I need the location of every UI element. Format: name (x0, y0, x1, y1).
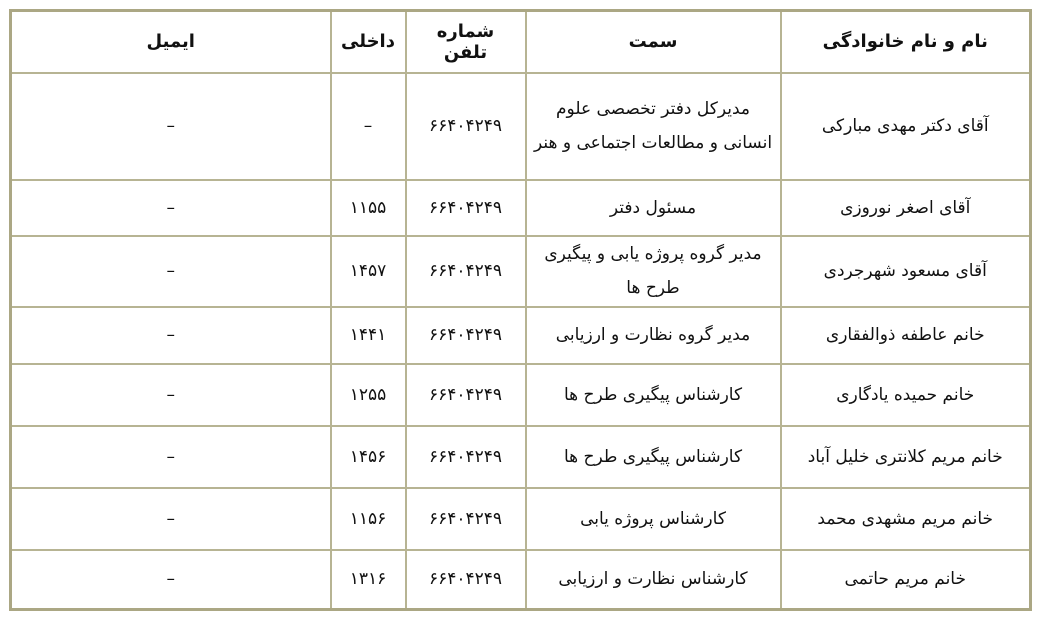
cell-name: خانم عاطفه ذوالفقاری (781, 307, 1031, 364)
header-position: سمت (526, 11, 781, 73)
cell-extension: ۱۳۱۶ (331, 550, 406, 610)
cell-position: کارشناس پیگیری طرح ها (526, 426, 781, 488)
cell-position: کارشناس پیگیری طرح ها (526, 364, 781, 426)
cell-name: خانم مریم مشهدی محمد (781, 488, 1031, 550)
cell-email: – (11, 488, 331, 550)
cell-position: مدیر گروه پروژه یابی و پیگیری طرح ها (526, 236, 781, 307)
cell-phone: ۶۶۴۰۴۲۴۹ (406, 550, 526, 610)
cell-email: – (11, 426, 331, 488)
header-extension: داخلی (331, 11, 406, 73)
cell-extension: ۱۴۵۶ (331, 426, 406, 488)
cell-name: آقای مسعود شهرجردی (781, 236, 1031, 307)
cell-extension: ۱۱۵۶ (331, 488, 406, 550)
cell-email: – (11, 180, 331, 236)
cell-phone: ۶۶۴۰۴۲۴۹ (406, 488, 526, 550)
table-row (11, 236, 1031, 307)
cell-phone: ۶۶۴۰۴۲۴۹ (406, 426, 526, 488)
cell-extension: ۱۴۴۱ (331, 307, 406, 364)
cell-position: کارشناس نظارت و ارزیابی (526, 550, 781, 610)
cell-position: مدیرکل دفتر تخصصی علوم انسانی و مطالعات اجتماعی و هنر (526, 73, 781, 180)
table-row (11, 73, 1031, 180)
header-email: ایمیل (11, 11, 331, 73)
table-row (11, 550, 1031, 610)
cell-phone: ۶۶۴۰۴۲۴۹ (406, 364, 526, 426)
cell-extension: ۱۲۵۵ (331, 364, 406, 426)
cell-position: مسئول دفتر (526, 180, 781, 236)
cell-name: خانم مریم حاتمی (781, 550, 1031, 610)
cell-name: آقای اصغر نوروزی (781, 180, 1031, 236)
cell-extension: ۱۴۵۷ (331, 236, 406, 307)
cell-email: – (11, 73, 331, 180)
cell-email: – (11, 307, 331, 364)
table-row (11, 364, 1031, 426)
cell-extension: ۱۱۵۵ (331, 180, 406, 236)
table-row (11, 488, 1031, 550)
header-phone: شماره تلفن (406, 11, 526, 73)
cell-email: – (11, 550, 331, 610)
cell-name: خانم حمیده یادگاری (781, 364, 1031, 426)
cell-phone: ۶۶۴۰۴۲۴۹ (406, 73, 526, 180)
cell-position: مدیر گروه نظارت و ارزیابی (526, 307, 781, 364)
cell-position: کارشناس پروژه یابی (526, 488, 781, 550)
cell-phone: ۶۶۴۰۴۲۴۹ (406, 307, 526, 364)
cell-email: – (11, 364, 331, 426)
table-row (11, 307, 1031, 364)
cell-email: – (11, 236, 331, 307)
cell-phone: ۶۶۴۰۴۲۴۹ (406, 180, 526, 236)
table-row (11, 426, 1031, 488)
header-row (11, 11, 1031, 73)
header-name: نام و نام خانوادگی (781, 11, 1031, 73)
cell-extension: – (331, 73, 406, 180)
cell-name: خانم مریم کلانتری خلیل آباد (781, 426, 1031, 488)
table-row (11, 180, 1031, 236)
cell-name: آقای دکتر مهدی مبارکی (781, 73, 1031, 180)
staff-directory-table (9, 9, 1032, 611)
cell-phone: ۶۶۴۰۴۲۴۹ (406, 236, 526, 307)
